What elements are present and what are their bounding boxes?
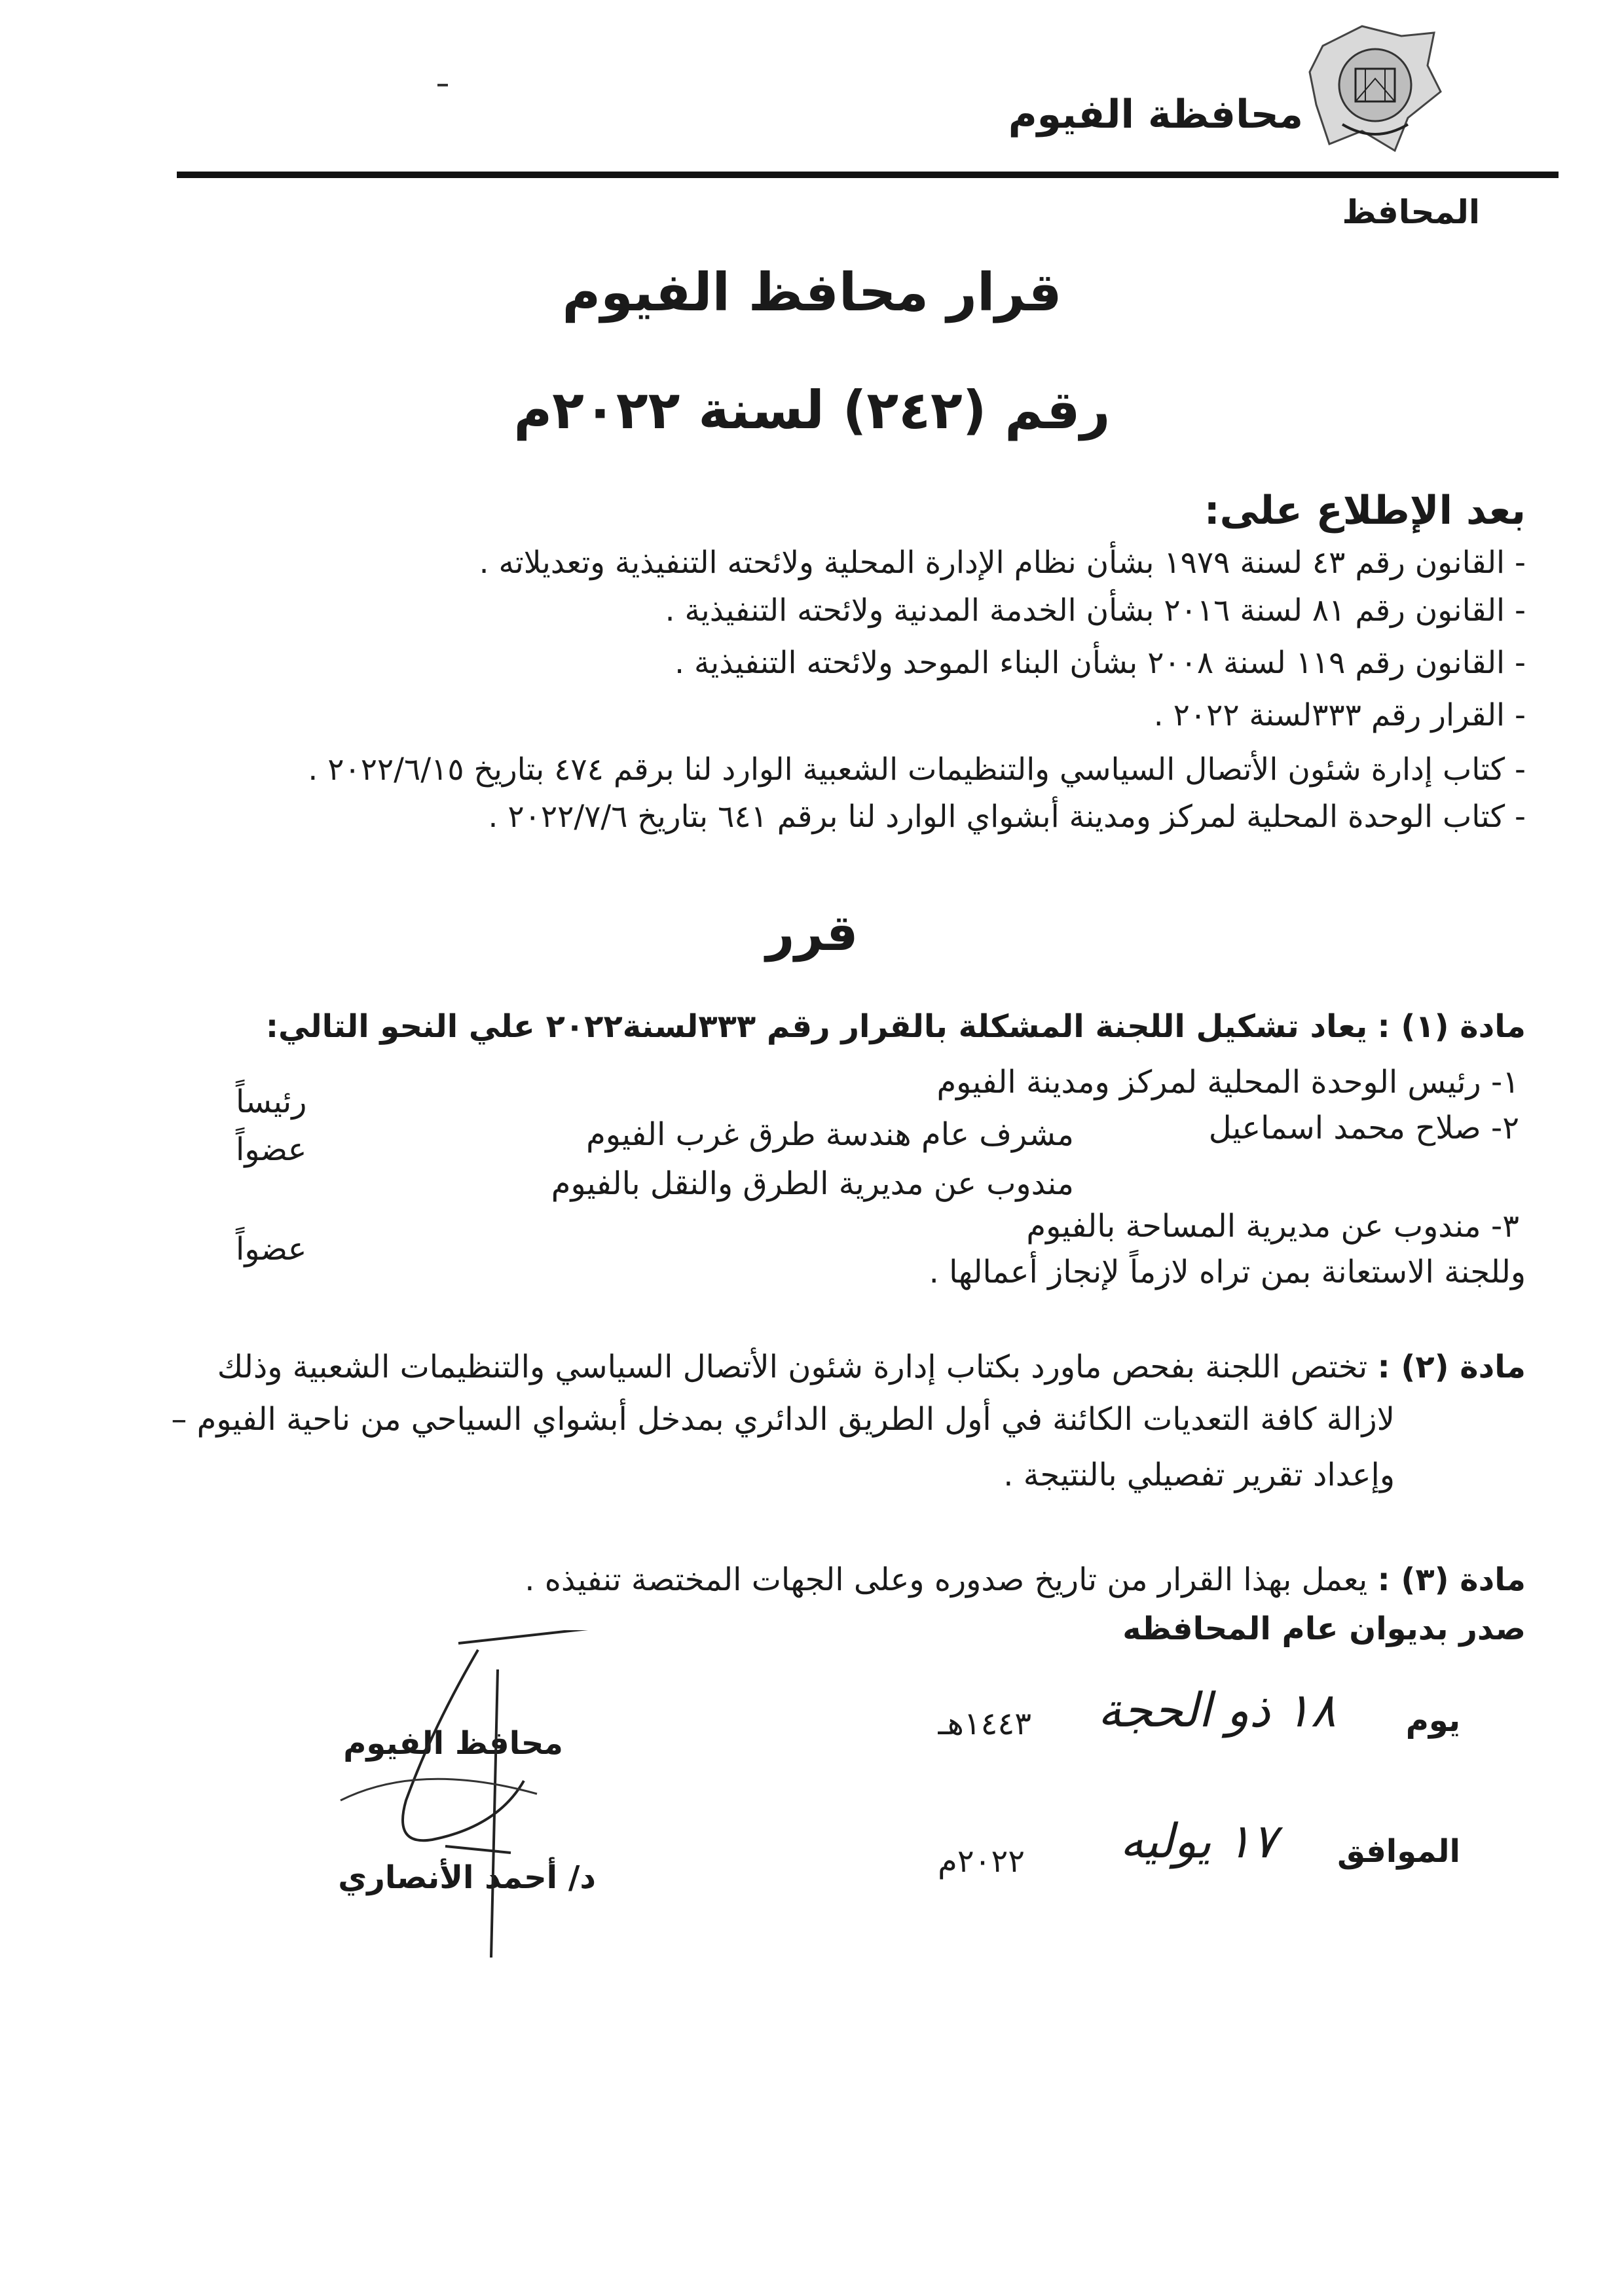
article-1-member-2: ٢- صلاح محمد اسماعيل xyxy=(1208,1110,1519,1146)
article-1-heading xyxy=(266,1008,1526,1045)
preamble-item: - القانون رقم ١١٩ لسنة ٢٠٠٨ بشأن البناء الموحد ولائحته التنفيذية . xyxy=(674,645,1526,681)
article-1-assist: وللجنة الاستعانة بمن تراه لازماً لإنجاز أعمالها . xyxy=(929,1254,1526,1290)
member-2-role: عضواً xyxy=(236,1131,307,1168)
article-1-text: يعاد تشكيل اللجنة المشكلة بالقرار رقم ٣٣٣لسنة٢٠٢٢ علي النحو التالي: xyxy=(265,1008,1368,1045)
member-1-role: رئيساً xyxy=(236,1084,307,1120)
article-3-line xyxy=(525,1561,1526,1598)
article-1-member-3: ٣- مندوب عن مديرية المساحة بالفيوم xyxy=(1026,1208,1519,1245)
hijri-date-handwritten: ١٨ ذو الحجة xyxy=(1098,1683,1336,1738)
issued-statement: صدر بديوان عام المحافظه xyxy=(1122,1611,1526,1647)
gregorian-year: ٢٠٢٢م xyxy=(938,1843,1025,1880)
member-2-title: مشرف عام هندسة طرق غرب الفيوم xyxy=(586,1116,1074,1153)
article-1-member-1: ١- رئيس الوحدة المحلية لمركز ومدينة الفيوم xyxy=(936,1064,1519,1101)
article-2-line-2: لازالة كافة التعديات الكائنة في أول الطريق الدائري بمدخل أبشواي السياحي من ناحية الفيوم – xyxy=(171,1401,1395,1438)
article-1-label: مادة (١) : xyxy=(1377,1008,1526,1045)
preamble-item: - كتاب الوحدة المحلية لمركز ومدينة أبشواي الوارد لنا برقم ٦٤١ بتاريخ ٢٠٢٢/٧/٦ . xyxy=(488,799,1526,835)
handwritten-signature xyxy=(327,1630,642,1971)
article-2-line-1 xyxy=(217,1349,1526,1385)
signatory-name: د/ أحمد الأنصاري xyxy=(338,1859,596,1896)
gregorian-date-handwritten: ١٧ يوليه xyxy=(1120,1813,1277,1868)
preamble-item: - كتاب إدارة شئون الأتصال السياسي والتنظيمات الشعبية الوارد لنا برقم ٤٧٤ بتاريخ ٢٠٢٢/٦/١٥ . xyxy=(308,752,1526,788)
header-rule xyxy=(177,172,1559,178)
article-2-text-1: تختص اللجنة بفحص ماورد بكتاب إدارة شئون الأتصال السياسي والتنظيمات الشعبية وذلك xyxy=(217,1349,1368,1385)
governorate-seal-logo xyxy=(1303,20,1447,157)
article-2-line-3: وإعداد تقرير تفصيلي بالنتيجة . xyxy=(1003,1457,1395,1493)
decision-number: رقم (٢٤٢) لسنة ٢٠٢٢م xyxy=(513,380,1111,441)
day-label: يوم xyxy=(1405,1702,1460,1739)
scan-mark xyxy=(437,84,448,86)
governorate-name: محافظة الفيوم xyxy=(1008,92,1303,137)
preamble-item: - القرار رقم ٣٣٣لسنة ٢٠٢٢ . xyxy=(1153,697,1526,733)
agreeing-label: الموافق xyxy=(1337,1833,1460,1870)
office-name: المحافظ xyxy=(1342,193,1480,231)
article-3-text: يعمل بهذا القرار من تاريخ صدوره وعلى الجهات المختصة تنفيذه . xyxy=(525,1561,1368,1598)
member-3-role: عضواً xyxy=(236,1231,307,1267)
preamble-item: - القانون رقم ٨١ لسنة ٢٠١٦ بشأن الخدمة المدنية ولائحته التنفيذية . xyxy=(665,592,1526,629)
article-3-label: مادة (٣) : xyxy=(1377,1561,1526,1598)
hijri-year: ١٤٤٣هـ xyxy=(938,1705,1031,1742)
decree-heading: قرر xyxy=(766,903,858,962)
preamble-heading: بعد الإطلاع على: xyxy=(1204,488,1526,534)
preamble-item: - القانون رقم ٤٣ لسنة ١٩٧٩ بشأن نظام الإدارة المحلية ولائحته التنفيذية وتعديلاته . xyxy=(479,545,1526,581)
member-2-subtitle: مندوب عن مديرية الطرق والنقل بالفيوم xyxy=(551,1165,1074,1202)
decision-title: قرار محافظ الفيوم xyxy=(562,262,1062,323)
article-2-label: مادة (٢) : xyxy=(1377,1349,1526,1385)
signatory-title: محافظ الفيوم xyxy=(343,1725,563,1762)
